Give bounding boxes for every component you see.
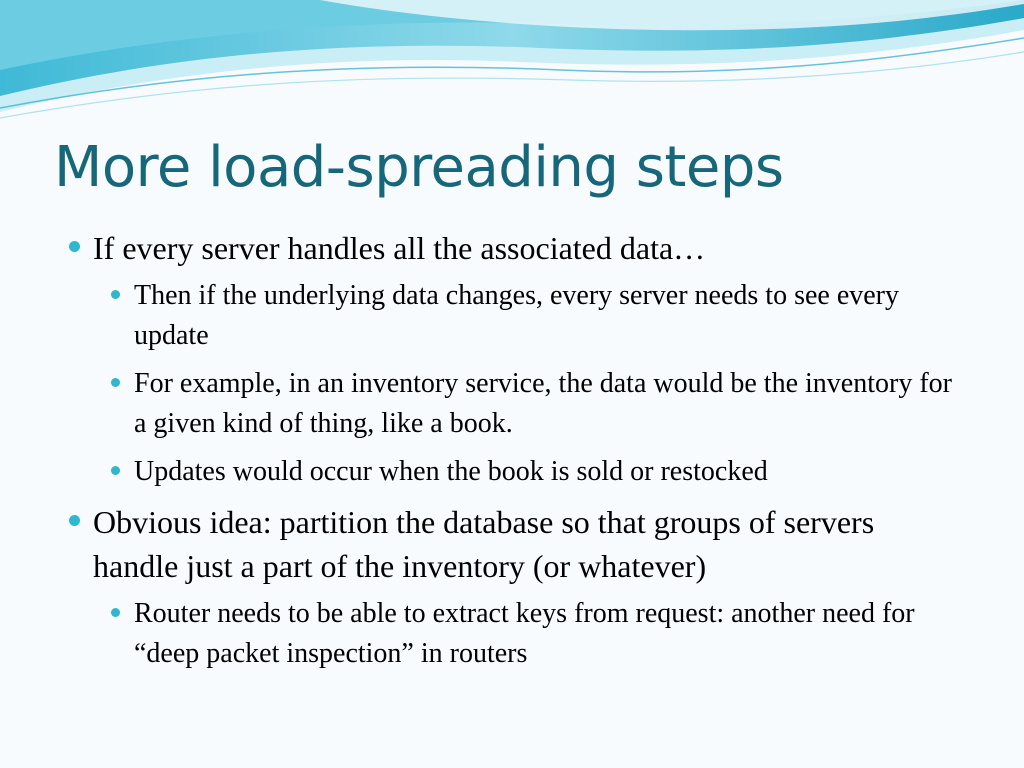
header-wave-decoration	[0, 0, 1024, 130]
bullet-dot-icon	[69, 241, 80, 252]
sub-bullet-item	[60, 594, 960, 674]
bullet-dot-icon	[111, 378, 120, 387]
bullet-text: Router needs to be able to extract keys from request: another need for “deep packet inspection” in routers	[134, 598, 915, 669]
bullet-dot-icon	[69, 515, 80, 526]
bullet-text: Obvious idea: partition the database so that groups of servers handle just a part of the inventory (or whatever)	[93, 504, 875, 584]
bullet-dot-icon	[111, 608, 120, 617]
bullet-item	[60, 500, 960, 588]
bullet-text: Updates would occur when the book is sold or restocked	[134, 456, 768, 487]
sub-bullet-item	[60, 276, 960, 356]
slide-title: More load-spreading steps	[54, 135, 784, 200]
bullet-text: For example, in an inventory service, the data would be the inventory for a given kind of thing, like a book.	[134, 368, 952, 439]
bullet-item	[60, 226, 960, 270]
sub-bullet-item	[60, 364, 960, 444]
bullet-list	[60, 226, 960, 682]
sub-bullet-item	[60, 452, 960, 492]
bullet-dot-icon	[111, 290, 120, 299]
bullet-dot-icon	[111, 466, 120, 475]
bullet-text: If every server handles all the associated data…	[93, 230, 706, 266]
bullet-text: Then if the underlying data changes, every server needs to see every update	[134, 280, 900, 351]
